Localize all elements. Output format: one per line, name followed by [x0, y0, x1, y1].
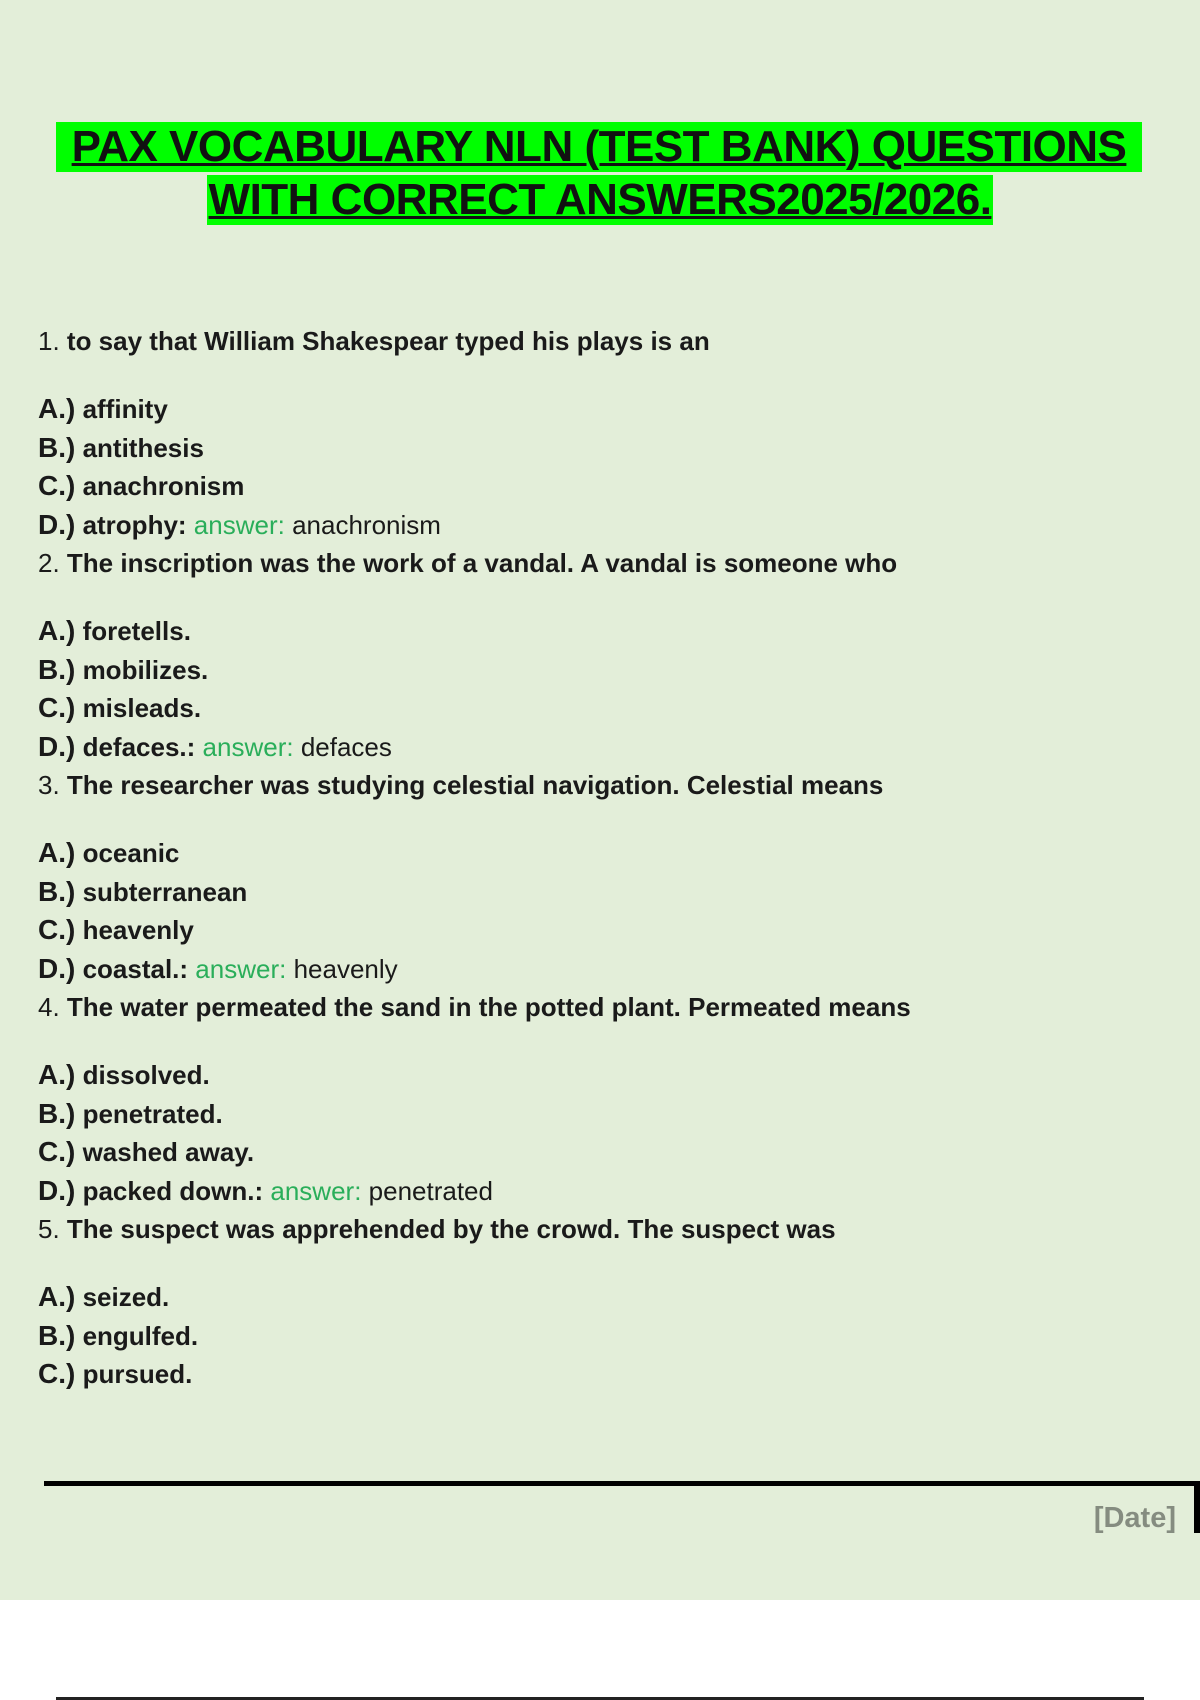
question-number: 2. — [38, 548, 60, 578]
question-stem — [38, 766, 1178, 804]
option-d: D.) packed down.: answer: penetrated — [38, 1174, 493, 1206]
question-number: 3. — [38, 770, 60, 800]
question-number: 4. — [38, 992, 60, 1022]
option-a: A.) foretells. — [38, 615, 191, 646]
question-list — [38, 322, 1178, 1394]
footer-divider — [44, 1481, 1200, 1486]
option-b: B.) engulfed. — [38, 1319, 199, 1351]
question-text: to say that William Shakespear typed his plays is an — [66, 326, 710, 356]
option-c: C.) pursued. — [38, 1358, 193, 1389]
option-b: B.) subterranean — [38, 875, 248, 907]
question-text: The water permeated the sand in the potted plant. Permeated means — [66, 992, 911, 1022]
question-number: 5. — [38, 1214, 60, 1244]
answer-label: answer: — [193, 509, 285, 540]
answer-value: penetrated — [368, 1175, 493, 1206]
option-c: C.) heavenly — [38, 914, 194, 945]
question-stem — [38, 1210, 1178, 1248]
answer-label: answer: — [202, 731, 294, 762]
question-stem — [38, 322, 1178, 360]
question-stem — [38, 988, 1178, 1026]
question-text: The suspect was apprehended by the crowd. The suspect was — [66, 1214, 836, 1244]
option-a: A.) oceanic — [38, 837, 180, 868]
answer-value: defaces — [300, 731, 392, 762]
question-5 — [38, 1210, 1178, 1394]
option-b: B.) mobilizes. — [38, 653, 209, 685]
footer-date-placeholder: [Date] — [1093, 1502, 1176, 1534]
question-stem — [38, 544, 1178, 582]
title-line-1: PAX VOCABULARY NLN (TEST BANK) QUESTIONS — [56, 122, 1142, 172]
question-4 — [38, 988, 1178, 1210]
footer-corner-bar — [1194, 1481, 1200, 1533]
option-c: C.) misleads. — [38, 692, 202, 723]
question-text: The inscription was the work of a vandal. A vandal is someone who — [66, 548, 898, 578]
question-2 — [38, 544, 1178, 766]
question-text: The researcher was studying celestial navigation. Celestial means — [66, 770, 884, 800]
document-title — [0, 122, 1200, 225]
answer-value: anachronism — [292, 509, 441, 540]
option-d: D.) atrophy: answer: anachronism — [38, 508, 441, 540]
option-d: D.) defaces.: answer: defaces — [38, 730, 392, 762]
option-b: B.) antithesis — [38, 431, 204, 463]
question-number: 1. — [38, 326, 60, 356]
option-a: A.) dissolved. — [38, 1059, 210, 1090]
question-3 — [38, 766, 1178, 988]
answer-value: heavenly — [293, 953, 398, 984]
option-b: B.) penetrated. — [38, 1097, 223, 1129]
answer-label: answer: — [195, 953, 287, 984]
option-c: C.) anachronism — [38, 470, 245, 501]
option-c: C.) washed away. — [38, 1136, 255, 1167]
option-a: A.) affinity — [38, 393, 168, 424]
option-d: D.) coastal.: answer: heavenly — [38, 952, 398, 984]
option-a: A.) seized. — [38, 1281, 170, 1312]
title-line-2: WITH CORRECT ANSWERS2025/2026. — [208, 175, 992, 224]
question-1 — [38, 322, 1178, 544]
answer-label: answer: — [270, 1175, 362, 1206]
